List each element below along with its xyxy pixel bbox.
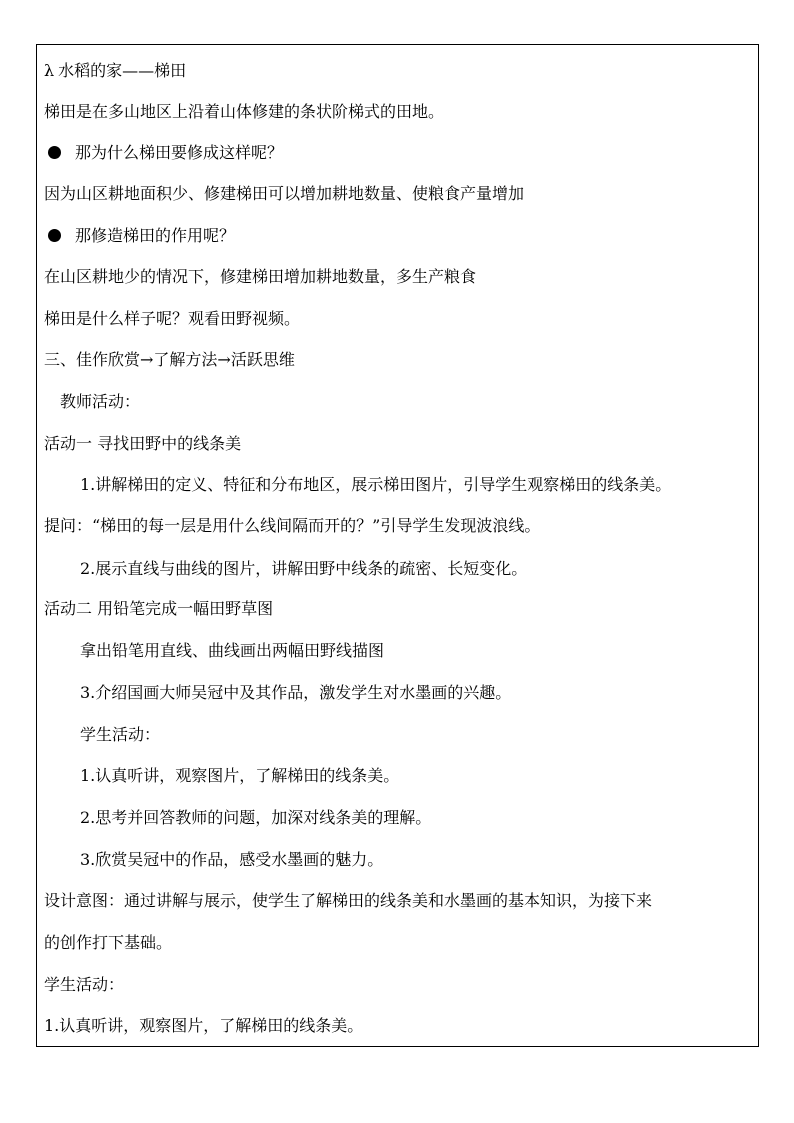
bullet-icon [48, 229, 61, 242]
section-three-title: 三、佳作欣赏→了解方法→活跃思维 [44, 350, 295, 369]
student-activity-label-2: 学生活动： [44, 975, 125, 994]
bullet-text: 那为什么梯田要修成这样呢？ [75, 143, 284, 162]
student-activity-repeat-1: 1.认真听讲，观察图片，了解梯田的线条美。 [44, 1016, 364, 1035]
bullet-icon [48, 146, 61, 159]
design-intent-line-1: 设计意图：通过讲解与展示，使学生了解梯田的线条美和水墨画的基本知识，为接下来 [44, 891, 653, 910]
heading-text: 水稻的家——梯田 [58, 61, 187, 80]
paragraph-video: 梯田是什么样子呢？观看田野视频。 [44, 309, 301, 328]
student-activity-label: 学生活动： [80, 725, 161, 744]
activity-one-step-1: 1.讲解梯田的定义、特征和分布地区，展示梯田图片，引导学生观察梯田的线条美。 [80, 475, 672, 494]
activity-two-step-3: 3.介绍国画大师吴冠中及其作品，激发学生对水墨画的兴趣。 [80, 683, 512, 702]
activity-two-title: 活动二 用铅笔完成一幅田野草图 [44, 599, 274, 618]
paragraph-answer-1: 因为山区耕地面积少、修建梯田可以增加耕地数量、使粮食产量增加 [44, 184, 525, 203]
section-heading [44, 61, 186, 81]
design-intent-line-2: 的创作打下基础。 [44, 933, 173, 952]
activity-one-title: 活动一 寻找田野中的线条美 [44, 434, 242, 453]
activity-two-instruction: 拿出铅笔用直线、曲线画出两幅田野线描图 [80, 641, 385, 660]
question-prompt: 提问：“梯田的每一层是用什么线间隔而开的？”引导学生发现波浪线。 [44, 516, 541, 535]
student-activity-2: 2.思考并回答教师的问题，加深对线条美的理解。 [80, 808, 432, 827]
student-activity-1: 1.认真听讲，观察图片，了解梯田的线条美。 [80, 766, 400, 785]
teacher-activity-label: 教师活动： [60, 392, 141, 411]
paragraph-answer-2: 在山区耕地少的情况下，修建梯田增加耕地数量，多生产粮食 [44, 267, 477, 286]
activity-one-step-2: 2.展示直线与曲线的图片，讲解田野中线条的疏密、长短变化。 [80, 559, 528, 578]
bullet-question-1 [44, 143, 283, 163]
lambda-marker: λ [44, 61, 55, 80]
bullet-text: 那修造梯田的作用呢？ [75, 226, 236, 245]
student-activity-3: 3.欣赏吴冠中的作品，感受水墨画的魅力。 [80, 850, 384, 869]
bullet-question-2 [44, 226, 235, 246]
paragraph-definition: 梯田是在多山地区上沿着山体修建的条状阶梯式的田地。 [44, 102, 445, 121]
